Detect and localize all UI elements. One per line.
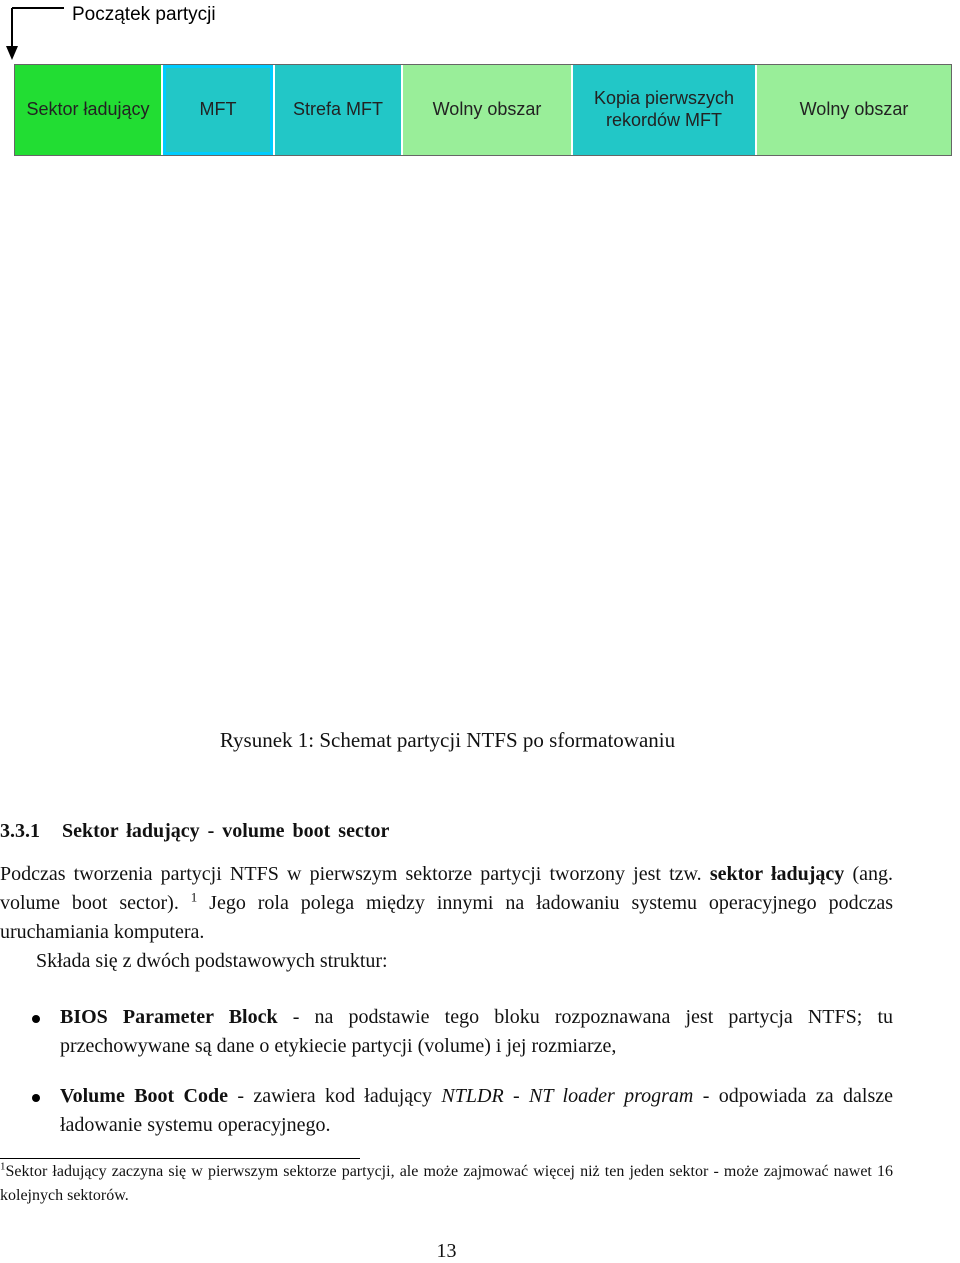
paragraph-intro (0, 860, 893, 947)
bullet-icon (32, 1094, 40, 1102)
list-item-text: - odpowiada za dalsze ładowanie systemu operacyjnego. (60, 1085, 893, 1136)
partition-start-label: Początek partycji (72, 4, 216, 25)
structures-list (0, 1003, 893, 1161)
list-item-term: BIOS Parameter Block (60, 1006, 278, 1028)
section-number: 3.3.1 (0, 820, 40, 842)
list-item-term: Volume Boot Code (60, 1085, 229, 1107)
section-title: Sektor ładujący - volume boot sector (62, 820, 390, 842)
list-item-text: - na podstawie tego bloku rozpoznawana jest partycja NTFS; tu przechowywane są dane o etykiecie partycji (volume) i jej rozmiarze, (60, 1006, 893, 1057)
footnote-divider (0, 1158, 360, 1159)
list-item (0, 1082, 893, 1140)
partition-bar (14, 64, 952, 156)
page-number: 13 (436, 1240, 457, 1262)
partition-diagram (0, 0, 960, 160)
para-bold-term: sektor ładujący (709, 863, 845, 885)
bullet-icon (32, 1015, 40, 1023)
segment-mft-copy: Kopia pierwszych rekordów MFT (573, 65, 757, 155)
footnote-mark: 1 (0, 1160, 6, 1173)
list-item (0, 1003, 893, 1061)
segment-mft-zone: Strefa MFT (275, 65, 403, 155)
section-heading (0, 820, 389, 843)
segment-free-space-1: Wolny obszar (403, 65, 573, 155)
list-item-italic: NTLDR - NT loader program (441, 1085, 694, 1107)
para-text: (ang. volume boot sector). (0, 863, 893, 914)
para-text: Podczas tworzenia partycji NTFS w pierwszym sektorze partycji tworzony jest tzw. (0, 863, 710, 885)
segment-free-space-2: Wolny obszar (757, 65, 951, 155)
footnote-text: Sektor ładujący zaczyna się w pierwszym sektorze partycji, ale może zajmować więcej niż ten jeden sektor - może zajmować nawet 16 kolejnych sektorów. (0, 1163, 893, 1204)
footnote-reference: 1 (190, 889, 198, 905)
segment-mft: MFT (163, 65, 275, 155)
paragraph-structures: Składa się z dwóch podstawowych struktur: (36, 950, 388, 972)
segment-boot-sector: Sektor ładujący (15, 65, 163, 155)
figure-caption: Rysunek 1: Schemat partycji NTFS po sformatowaniu (219, 728, 676, 752)
list-item-text: - zawiera kod ładujący (228, 1085, 442, 1107)
footnote (0, 1160, 893, 1208)
para-text: Jego rola polega między innymi na ładowaniu systemu operacyjnego podczas uruchamiania komputera. (0, 892, 894, 943)
